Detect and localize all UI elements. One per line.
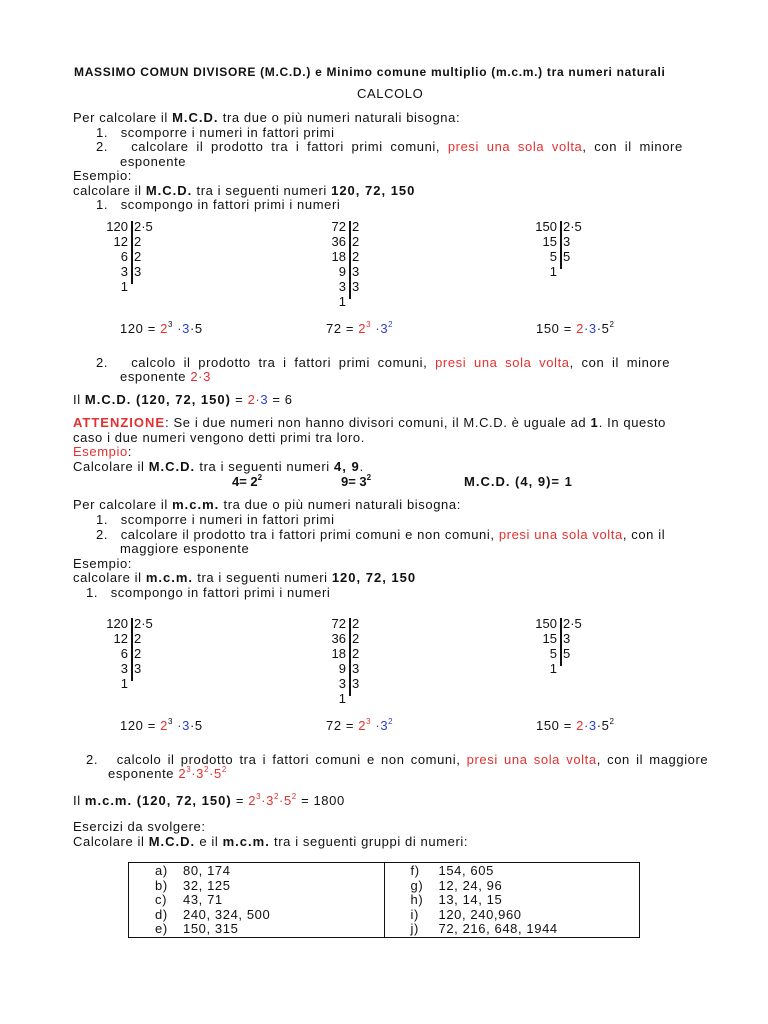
factor-row [518,646,589,661]
exercise-item: c) 43, 71 [155,892,223,907]
dividend: 9 [338,661,346,676]
factor-row [90,661,160,676]
exercises-right-column [384,863,640,938]
factor-row [308,691,378,706]
factor-row [518,264,589,279]
prime-factor: 2 [352,234,360,249]
dividend: 5 [549,249,557,264]
prime-factor: 2 [352,646,360,661]
mcd-step-1: 1. scomporre i numeri in fattori primi [96,125,335,140]
prime-factor: 2 [352,219,360,234]
dividend: 6 [120,646,128,661]
division-bar [131,221,133,284]
factor-row [308,279,378,294]
factorization-72 [308,219,378,309]
dividend: 150 [535,616,557,631]
prime-factor: 2·5 [134,219,153,234]
dividend: 1 [549,661,557,676]
prime-factor: 5 [563,249,571,264]
factor-row [308,631,378,646]
exercises-intro: Esercizi da svolgere: [73,819,206,834]
eq-9: $9= 3^2$ [341,473,372,489]
prime-factor: 2 [134,631,142,646]
attenzione-line-1: ATTENZIONE: Se i due numeri non hanno divisori comuni, il M.C.D. è uguale ad 1. In questo [73,415,666,430]
prime-factor: 3 [352,279,360,294]
factor-row [308,646,378,661]
factor-row [308,249,378,264]
factor-row [90,616,160,631]
prime-factor: 2 [134,646,142,661]
mcd-result: Il M.C.D. (120, 72, 150) = 2·3 = 6 [73,392,293,407]
dividend: 36 [331,631,346,646]
prime-factor: 2 [352,616,360,631]
prime-factor: 2 [352,249,360,264]
dividend: 1 [120,279,128,294]
attenzione-esempio: Esempio: [73,444,132,459]
division-bar [349,618,351,696]
mcm-sub-step-2-cont: esponente $2^3\cdot 3^2\cdot 5^2$ [108,765,227,781]
subtitle: CALCOLO [357,86,424,101]
factor-row [308,264,378,279]
factorization-120 [90,219,160,294]
division-bar [131,618,133,681]
product-72: $72 = 2^3 \cdot 3^2$ [326,320,394,336]
mcm-result: Il m.c.m. (120, 72, $150) = 2^3\cdot 3^2\cdot 5^2 = 1800$ [73,792,345,808]
factor-row [90,646,160,661]
factorization-120 [90,616,160,691]
prime-factor: 2 [134,249,142,264]
factor-row [90,631,160,646]
factorization-150 [518,219,589,279]
prime-factor: 2 [134,234,142,249]
dividend: 6 [120,249,128,264]
factor-row [308,676,378,691]
product-72: $72 = 2^3 \cdot 3^2$ [326,717,394,733]
exercise-item: j) 72, 216, 648, 1944 [410,921,558,936]
dividend: 5 [549,646,557,661]
mcm-step-1: 1. scomporre i numeri in fattori primi [96,512,335,527]
factor-row [518,661,589,676]
exercise-item: f) 154, 605 [410,863,494,878]
prime-factor: 3 [134,661,142,676]
factor-row [518,234,589,249]
eq-4: $4= 2^2$ [232,473,263,489]
factor-row [90,249,160,264]
mcm-step-2-cont: maggiore esponente [120,541,250,556]
dividend: 120 [106,219,128,234]
factor-row [90,264,160,279]
dividend: 9 [338,264,346,279]
product-120: $120 = 2^3 \cdot 3\cdot 5$ [120,320,203,336]
exercise-item: b) 32, 125 [155,877,231,893]
mcd-sub-step-1: 1. scompongo in fattori primi i numeri [96,197,341,212]
factor-row [518,249,589,264]
product-150: $150 = 2\cdot 3\cdot 5^2$ [536,320,615,336]
mcd-step-2-cont: esponente [120,154,187,169]
factorization-72 [308,616,378,706]
prime-factor: 2·5 [563,616,582,631]
dividend: 1 [549,264,557,279]
prime-factor: 3 [352,676,360,691]
prime-factor: 3 [563,234,571,249]
product-150: $150 = 2\cdot 3\cdot 5^2$ [536,717,615,733]
factor-row [90,219,160,234]
dividend: 150 [535,219,557,234]
attenzione-calc-line: Calcolare il M.C.D. tra i seguenti numeri 4, 9. [73,459,364,474]
prime-factor: 2 [352,631,360,646]
mcm-sub-step-1: 1. scompongo in fattori primi i numeri [86,585,331,600]
dividend: 12 [113,234,128,249]
mcd-intro: Per calcolare il M.C.D. tra due o più numeri naturali bisogna: [73,110,461,125]
division-bar [560,618,562,666]
factor-row [518,631,589,646]
dividend: 15 [542,631,557,646]
dividend: 18 [331,249,346,264]
prime-factor: 2·5 [563,219,582,234]
exercises-instruction: Calcolare il M.C.D. e il m.c.m. tra i seguenti gruppi di numeri: [73,834,469,849]
factor-row [308,234,378,249]
dividend: 15 [542,234,557,249]
factor-row [518,616,589,631]
exercise-item: h) 13, 14, 15 [410,892,503,907]
dividend: 3 [120,264,128,279]
product-120: $120 = 2^3 \cdot 3\cdot 5$ [120,717,203,733]
dividend: 1 [338,691,346,706]
page-title: MASSIMO COMUN DIVISORE (M.C.D.) e Minimo comune multiplio (m.c.m.) tra numeri naturali [74,65,666,79]
mcm-intro: Per calcolare il m.c.m. tra due o più numeri naturali bisogna: [73,497,461,512]
exercise-item: g) 12, 24, 96 [410,877,503,893]
attenzione-line-2: caso i due numeri vengono detti primi tra loro. [73,430,365,445]
dividend: 1 [120,676,128,691]
exercise-item: d) 240, 324, 500 [155,906,271,922]
mcd-sub-step-2: 2. calcolo il prodotto tra i fattori primi comuni, presi una sola volta, con il minore [96,355,671,370]
dividend: 18 [331,646,346,661]
factor-row [308,661,378,676]
mcm-step-2: 2. calcolare il prodotto tra i fattori primi comuni e non comuni, presi una sola volta, con il [96,527,666,542]
prime-factor: 3 [134,264,142,279]
dividend: 72 [331,616,346,631]
mcd-sub-step-2-cont: esponente 2·3 [120,369,211,384]
dividend: 3 [338,676,346,691]
mcd-esempio: Esempio: [73,168,132,183]
mcm-esempio: Esempio: [73,556,132,571]
factor-row [90,279,160,294]
prime-factor: 3 [352,661,360,676]
factor-row [518,219,589,234]
dividend: 12 [113,631,128,646]
exercise-item: i) 120, 240,960 [410,906,522,922]
factor-row [308,219,378,234]
prime-factor: 5 [563,646,571,661]
division-bar [560,221,562,269]
prime-factor: 2·5 [134,616,153,631]
dividend: 3 [338,279,346,294]
exercises-table [128,862,640,938]
factorization-150 [518,616,589,676]
mcd-step-2: 2. calcolare il prodotto tra i fattori primi comuni, presi una sola volta, con il minore [96,139,683,154]
dividend: 1 [338,294,346,309]
factor-row [308,616,378,631]
dividend: 72 [331,219,346,234]
mcm-sub-step-2: 2. calcolo il prodotto tra i fattori comuni e non comuni, presi una sola volta, con il maggiore [86,752,709,767]
mcd-4-9: M.C.D. (4, 9)= 1 [464,474,573,489]
prime-factor: 3 [563,631,571,646]
division-bar [349,221,351,299]
exercise-item: e) 150, 315 [155,921,239,936]
dividend: 3 [120,661,128,676]
factor-row [90,234,160,249]
dividend: 36 [331,234,346,249]
factor-row [308,294,378,309]
prime-factor: 3 [352,264,360,279]
mcm-example-line: calcolare il m.c.m. tra i seguenti numeri 120, 72, 150 [73,570,417,585]
mcd-example-line: calcolare il M.C.D. tra i seguenti numeri 120, 72, 150 [73,183,416,198]
dividend: 120 [106,616,128,631]
exercise-item: a) 80, 174 [155,863,231,878]
exercises-left-column [129,863,385,938]
factor-row [90,676,160,691]
